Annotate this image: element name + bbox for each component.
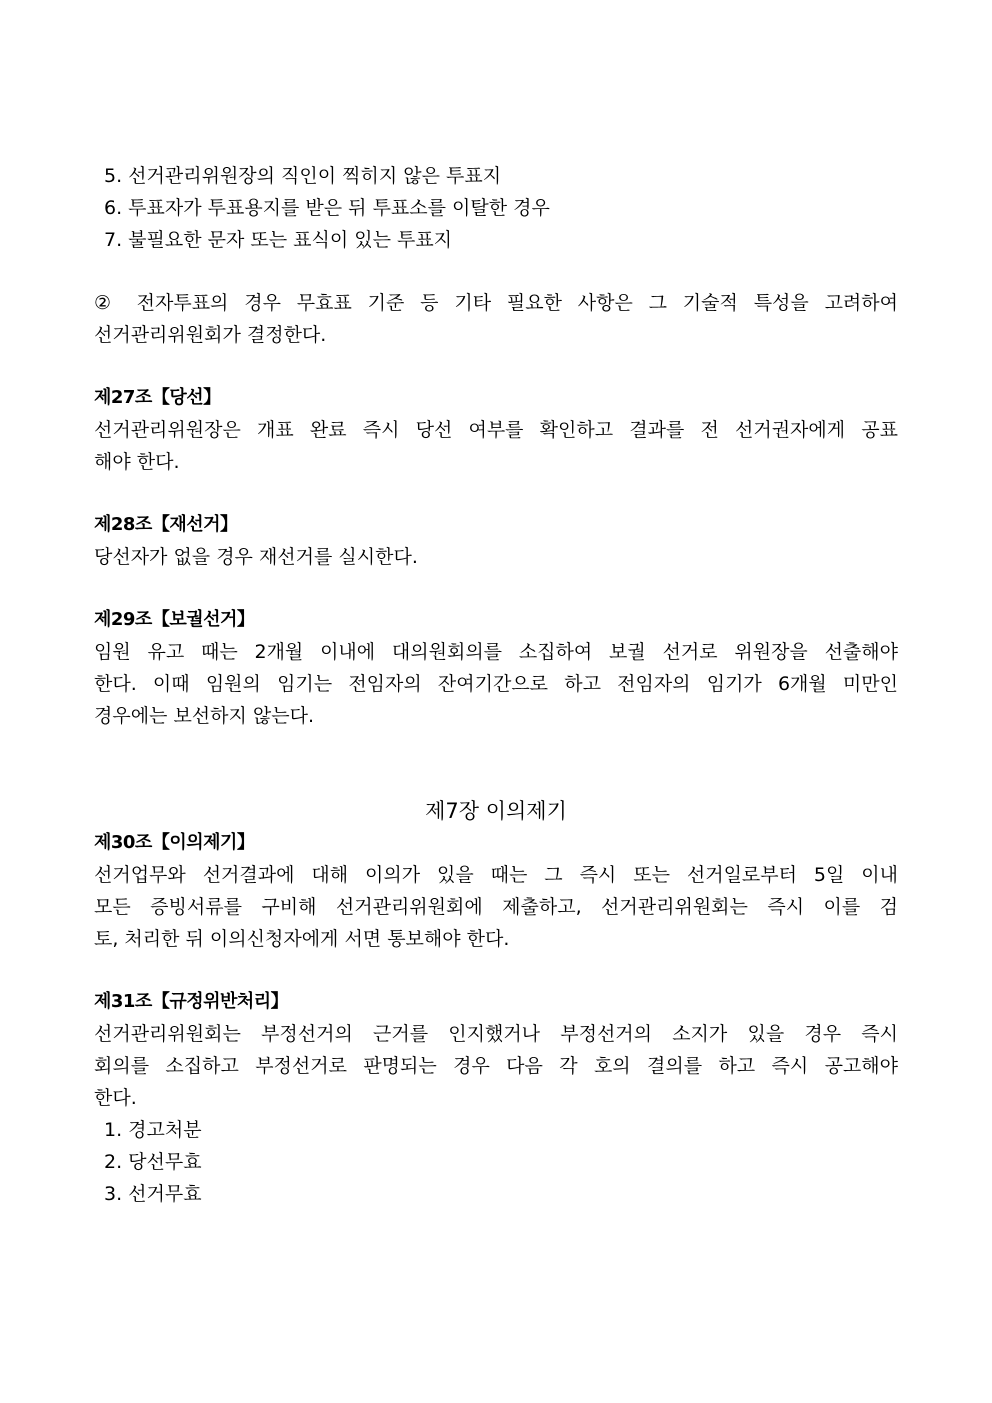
paragraph-line: 선거관리위원회가 결정한다. xyxy=(94,324,327,346)
paragraph-line: 임원 유고 때는 2개월 이내에 대의원회의를 소집하여 보궐 선거로 위원장을 선출해야 xyxy=(94,641,898,663)
paragraph-line: ② 전자투표의 경우 무효표 기준 등 기타 필요한 사항은 그 기술적 특성을 고려하여 xyxy=(94,292,898,314)
paragraph-line: 경우에는 보선하지 않는다. xyxy=(94,705,315,727)
chapter-title: 제7장 이의제기 xyxy=(425,799,567,823)
list-item: 1. 경고처분 xyxy=(104,1119,202,1141)
article-heading: 제28조【재선거】 xyxy=(94,514,238,535)
article-heading: 제29조【보궐선거】 xyxy=(94,609,255,630)
paragraph-line: 회의를 소집하고 부정선거로 판명되는 경우 다음 각 호의 결의를 하고 즉시 공고해야 xyxy=(94,1055,898,1077)
paragraph-line: 선거업무와 선거결과에 대해 이의가 있을 때는 그 즉시 또는 선거일로부터 5일 이내 xyxy=(94,864,898,886)
article-heading: 제30조【이의제기】 xyxy=(94,832,255,853)
article-heading: 제27조【당선】 xyxy=(94,387,221,408)
list-item: 7. 불필요한 문자 또는 표식이 있는 투표지 xyxy=(104,229,453,251)
list-item: 2. 당선무효 xyxy=(104,1151,202,1173)
paragraph-line: 토, 처리한 뒤 이의신청자에게 서면 통보해야 한다. xyxy=(94,928,510,950)
paragraph-line: 해야 한다. xyxy=(94,451,180,473)
list-item: 3. 선거무효 xyxy=(104,1183,202,1205)
paragraph-line: 한다. 이때 임원의 임기는 전임자의 잔여기간으로 하고 전임자의 임기가 6개월 미만인 xyxy=(94,673,898,695)
paragraph-line: 모든 증빙서류를 구비해 선거관리위원회에 제출하고, 선거관리위원회는 즉시 이를 검 xyxy=(94,896,898,918)
list-item: 6. 투표자가 투표용지를 받은 뒤 투표소를 이탈한 경우 xyxy=(104,197,550,219)
list-item: 5. 선거관리위원장의 직인이 찍히지 않은 투표지 xyxy=(104,165,502,187)
paragraph-line: 선거관리위원장은 개표 완료 즉시 당선 여부를 확인하고 결과를 전 선거권자에게 공표 xyxy=(94,419,898,441)
paragraph-line: 한다. xyxy=(94,1087,137,1109)
paragraph-line: 선거관리위원회는 부정선거의 근거를 인지했거나 부정선거의 소지가 있을 경우 즉시 xyxy=(94,1023,898,1045)
document-page xyxy=(94,160,898,1210)
paragraph-line: 당선자가 없을 경우 재선거를 실시한다. xyxy=(94,546,418,568)
article-heading: 제31조【규정위반처리】 xyxy=(94,991,289,1012)
